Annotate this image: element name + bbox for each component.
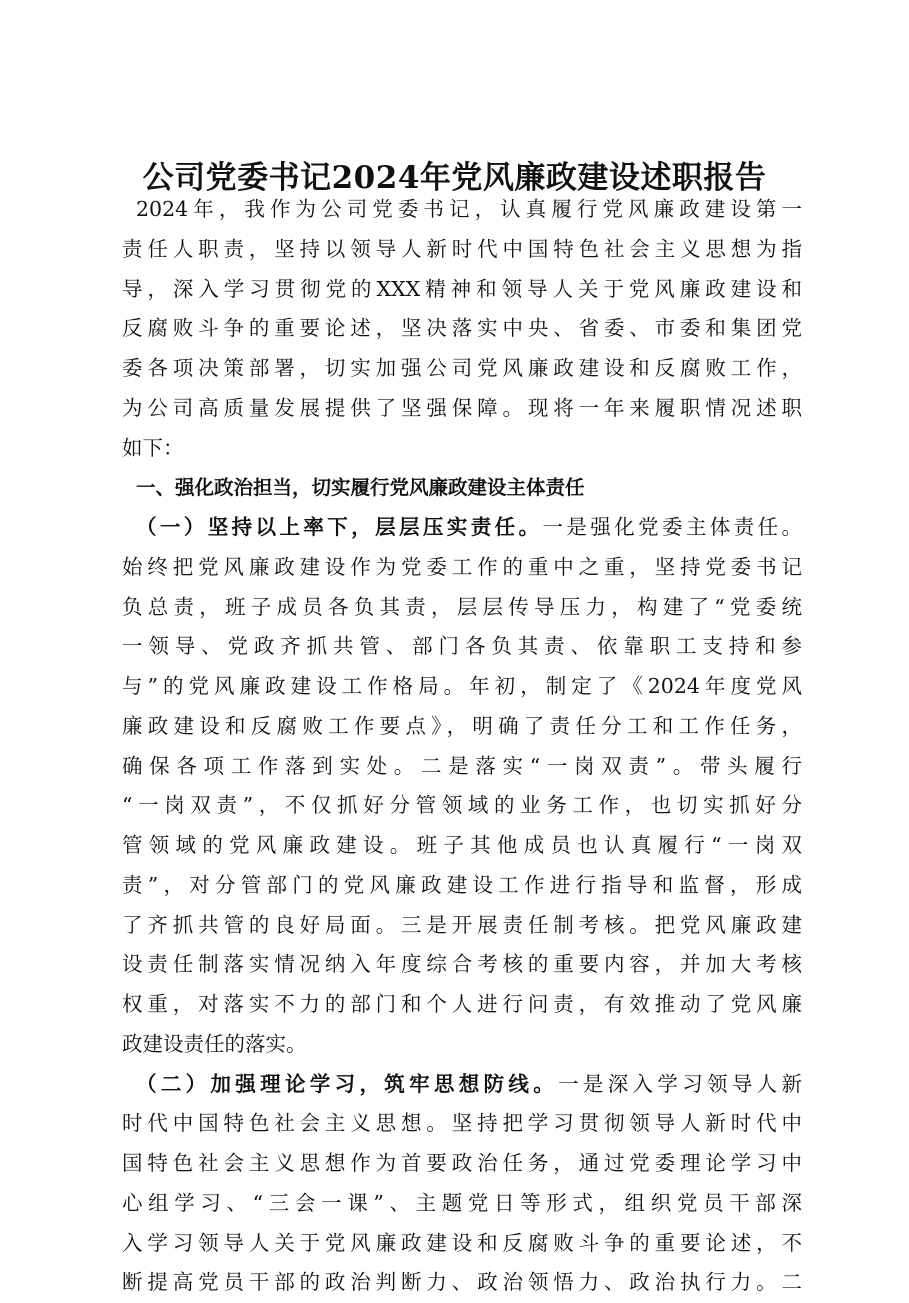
paragraph-line: 断提高党员干部的政治判断力、政治领悟力、政治执行力。二 bbox=[122, 1270, 802, 1295]
intro-line: 委各项决策部署，切实加强公司党风廉政建设和反腐败工作， bbox=[122, 356, 802, 380]
paragraph-line: 心组学习、“三会一课”、主题党日等形式，组织党员干部深 bbox=[122, 1190, 802, 1215]
intro-line: 为公司高质量发展提供了坚强保障。现将一年来履职情况述职 bbox=[122, 395, 802, 420]
intro-line: 2024年，我作为公司党委书记，认真履行党风廉政建设第一 bbox=[136, 197, 802, 221]
document-body bbox=[122, 190, 802, 1303]
paragraph-line: 设责任制落实情况纳入年度综合考核的重要内容，并加大考核 bbox=[122, 952, 802, 977]
paragraph-line: 始终把党风廉政建设作为党委工作的重中之重，坚持党委书记 bbox=[122, 554, 802, 579]
subsection-first-line bbox=[122, 508, 802, 548]
paragraph-line: 权重，对落实不力的部门和个人进行问责，有效推动了党风廉 bbox=[122, 992, 802, 1016]
paragraph-line: 了齐抓共管的良好局面。三是开展责任制考核。把党风廉政建 bbox=[122, 912, 802, 937]
paragraph-line: 廉政建设和反腐败工作要点》，明确了责任分工和工作任务， bbox=[122, 713, 802, 738]
intro-line: 责任人职责，坚持以领导人新时代中国特色社会主义思想为指 bbox=[122, 236, 802, 261]
paragraph-line: 确保各项工作落到实处。二是落实“一岗双责”。带头履行 bbox=[122, 753, 802, 778]
intro-line: 导，深入学习贯彻党的XXX精神和领导人关于党风廉政建设和 bbox=[122, 276, 802, 301]
paragraph-line: 负总责，班子成员各负其责，层层传导压力，构建了“党委统 bbox=[122, 594, 802, 619]
document-title: 公司党委书记2024年党风廉政建设述职报告 bbox=[142, 160, 767, 196]
paragraph-line: 政建设责任的落实。 bbox=[122, 1031, 307, 1056]
paragraph-line: 责”，对分管部门的党风廉政建设工作进行指导和监督，形成 bbox=[122, 872, 802, 897]
section-heading: 一、强化政治担当，切实履行党风廉政建设主体责任 bbox=[136, 476, 585, 500]
paragraph-line: 与”的党风廉政建设工作格局。年初，制定了《2024年度党风 bbox=[122, 674, 802, 698]
subsection-first-line bbox=[122, 1065, 802, 1105]
intro-line: 如下： bbox=[122, 435, 184, 460]
intro-line: 反腐败斗争的重要论述，坚决落实中央、省委、市委和集团党 bbox=[122, 316, 802, 341]
paragraph-line: 一领导、党政齐抓共管、部门各负其责、依靠职工支持和参 bbox=[122, 634, 802, 659]
paragraph-line: 时代中国特色社会主义思想。坚持把学习贯彻领导人新时代中 bbox=[122, 1111, 802, 1136]
subsection-heading: （二）加强理论学习，筑牢思想防线。 bbox=[136, 1071, 559, 1096]
subsection-first-line-text: 一是强化党委主体责任。 bbox=[542, 515, 803, 539]
paragraph-line: 国特色社会主义思想作为首要政治任务，通过党委理论学习中 bbox=[122, 1151, 802, 1175]
paragraph-line: 入学习领导人关于党风廉政建设和反腐败斗争的重要论述，不 bbox=[122, 1230, 802, 1255]
paragraph-line: 管领域的党风廉政建设。班子其他成员也认真履行“一岗双 bbox=[122, 833, 802, 857]
subsection-first-line-text: 一是深入学习领导人新 bbox=[558, 1071, 803, 1096]
paragraph-line: “一岗双责”，不仅抓好分管领域的业务工作，也切实抓好分 bbox=[122, 793, 802, 818]
subsection-heading: （一）坚持以上率下，层层压实责任。 bbox=[136, 515, 543, 539]
